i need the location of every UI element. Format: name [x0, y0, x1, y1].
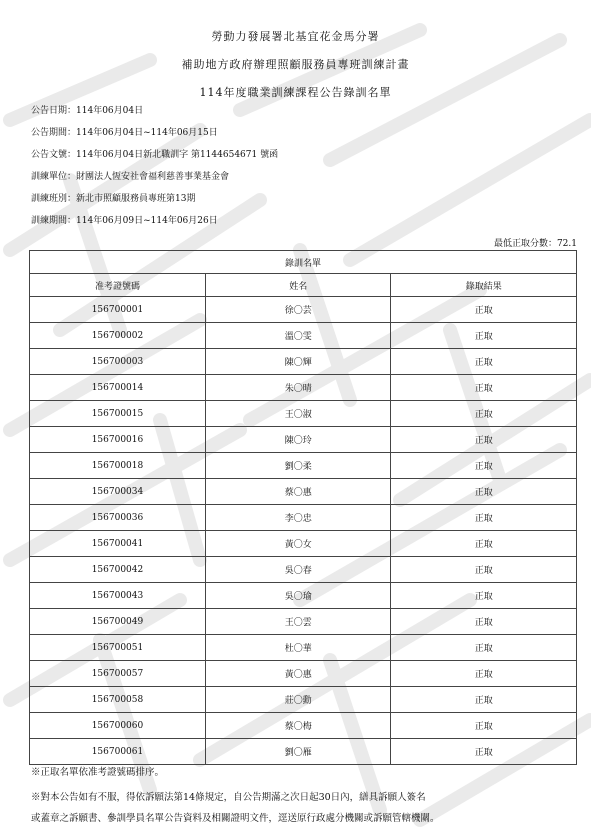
result-cell: 正取: [391, 531, 577, 557]
table-row: [30, 531, 577, 557]
result-cell: 正取: [391, 661, 577, 687]
appeal-note: [31, 787, 581, 829]
result-cell: 正取: [391, 609, 577, 635]
exam-id-cell: 156700016: [30, 427, 206, 453]
result-cell: 正取: [391, 505, 577, 531]
table-row: [30, 297, 577, 323]
result-cell: 正取: [391, 557, 577, 583]
name-cell: 蔡〇惠: [205, 479, 391, 505]
info-date-row: 公告日期：114年06月04日: [31, 106, 144, 116]
admission-roster-table: [29, 250, 577, 765]
result-cell: 正取: [391, 323, 577, 349]
name-cell: 黃〇女: [205, 531, 391, 557]
exam-id-cell: 156700018: [30, 453, 206, 479]
column-header-exam-id: 准考證號碼: [30, 274, 206, 297]
result-cell: 正取: [391, 427, 577, 453]
result-cell: 正取: [391, 583, 577, 609]
name-cell: 劉〇柔: [205, 453, 391, 479]
table-row: [30, 427, 577, 453]
exam-id-cell: 156700034: [30, 479, 206, 505]
exam-id-cell: 156700042: [30, 557, 206, 583]
minimum-score: 最低正取分數：72.1: [493, 239, 577, 249]
appeal-note-line: ※對本公告如有不服，得依訴願法第14條規定，自公告期滿之次日起30日內，繕具訴願人簽名: [31, 792, 426, 803]
notes: [31, 764, 581, 829]
exam-id-cell: 156700036: [30, 505, 206, 531]
program-title: 補助地方政府辦理照顧服務員專班訓練計畫: [181, 58, 410, 71]
exam-id-cell: 156700058: [30, 687, 206, 713]
table-row: [30, 739, 577, 765]
training-unit: 財團法人恆安社會福利慈善事業基金會: [76, 172, 230, 182]
table-row: [30, 609, 577, 635]
exam-id-cell: 156700014: [30, 375, 206, 401]
info-unit-row: 訓練單位：財團法人恆安社會福利慈善事業基金會: [31, 172, 230, 182]
table-row: [30, 557, 577, 583]
result-cell: 正取: [391, 375, 577, 401]
column-header-name: 姓名: [205, 274, 391, 297]
name-cell: 陳〇輝: [205, 349, 391, 375]
name-cell: 劉〇雁: [205, 739, 391, 765]
table-row: [30, 583, 577, 609]
name-cell: 溫〇雯: [205, 323, 391, 349]
result-cell: 正取: [391, 453, 577, 479]
exam-id-cell: 156700041: [30, 531, 206, 557]
table-row: [30, 375, 577, 401]
table-row: [30, 713, 577, 739]
info-class-row: 訓練班別：新北市照顧服務員專班第13期: [31, 194, 196, 204]
table-row: [30, 401, 577, 427]
announcement-date: 114年06月04日: [76, 106, 144, 116]
agency-title: 勞動力發展署北基宜花金馬分署: [211, 30, 380, 43]
result-cell: 正取: [391, 635, 577, 661]
appeal-note-line: 或蓋章之訴願書、參訓學員名單公告資料及相關證明文件，逕送原行政處分機關或訴願管轄機關。: [31, 813, 440, 824]
exam-id-cell: 156700002: [30, 323, 206, 349]
exam-id-cell: 156700001: [30, 297, 206, 323]
result-cell: 正取: [391, 687, 577, 713]
table-row: [30, 661, 577, 687]
name-cell: 蔡〇梅: [205, 713, 391, 739]
document-header: [0, 28, 591, 100]
table-row: [30, 453, 577, 479]
name-cell: 莊〇勳: [205, 687, 391, 713]
result-cell: 正取: [391, 479, 577, 505]
name-cell: 李〇忠: [205, 505, 391, 531]
name-cell: 徐〇芸: [205, 297, 391, 323]
exam-id-cell: 156700060: [30, 713, 206, 739]
exam-id-cell: 156700015: [30, 401, 206, 427]
table-row: [30, 349, 577, 375]
document-number: 114年06月04日新北職訓字 第1144654671 號函: [76, 150, 279, 160]
notice-info: [31, 104, 278, 236]
training-class: 新北市照顧服務員專班第13期: [76, 194, 196, 204]
name-cell: 王〇淑: [205, 401, 391, 427]
result-cell: 正取: [391, 349, 577, 375]
name-cell: 吳〇春: [205, 557, 391, 583]
table-row: [30, 635, 577, 661]
exam-id-cell: 156700049: [30, 609, 206, 635]
training-period: 114年06月09日~114年06月26日: [76, 216, 218, 226]
info-doc-row: 公告文號：114年06月04日新北職訓字 第1144654671 號函: [31, 150, 279, 160]
info-training-row: 訓練期間：114年06月09日~114年06月26日: [31, 216, 218, 226]
table-row: [30, 505, 577, 531]
exam-id-cell: 156700051: [30, 635, 206, 661]
table-row: [30, 323, 577, 349]
name-cell: 陳〇玲: [205, 427, 391, 453]
table-caption: 錄訓名單: [30, 251, 577, 274]
result-cell: 正取: [391, 739, 577, 765]
exam-id-cell: 156700003: [30, 349, 206, 375]
roster-body: [30, 297, 577, 765]
exam-id-cell: 156700061: [30, 739, 206, 765]
name-cell: 王〇雲: [205, 609, 391, 635]
info-period-row: 公告期間：114年06月04日~114年06月15日: [31, 128, 218, 138]
sort-note: ※正取名單依准考證號碼排序。: [31, 767, 165, 778]
result-cell: 正取: [391, 297, 577, 323]
announcement-period: 114年06月04日~114年06月15日: [76, 128, 218, 138]
name-cell: 杜〇華: [205, 635, 391, 661]
result-cell: 正取: [391, 713, 577, 739]
result-cell: 正取: [391, 401, 577, 427]
exam-id-cell: 156700057: [30, 661, 206, 687]
exam-id-cell: 156700043: [30, 583, 206, 609]
name-cell: 吳〇瑜: [205, 583, 391, 609]
column-header-result: 錄取結果: [391, 274, 577, 297]
name-cell: 黃〇惠: [205, 661, 391, 687]
table-row: [30, 687, 577, 713]
notice-title: 114年度職業訓練課程公告錄訓名單: [199, 86, 392, 99]
name-cell: 朱〇晴: [205, 375, 391, 401]
table-row: [30, 479, 577, 505]
